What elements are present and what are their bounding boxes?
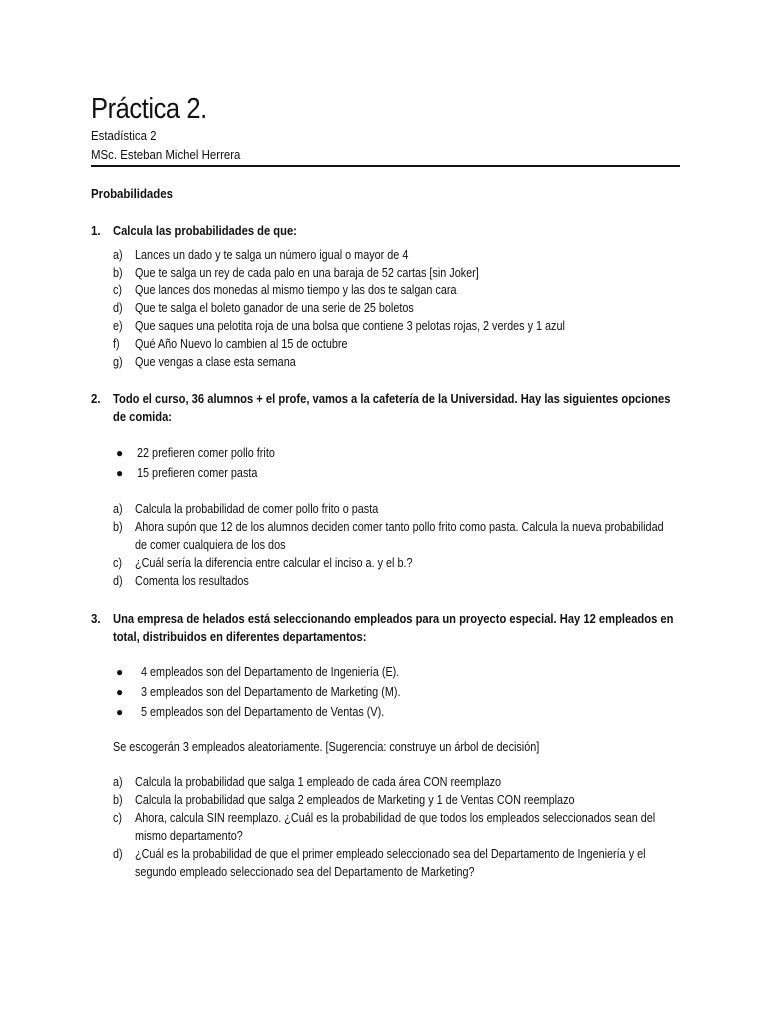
section-title: Probabilidades [91,186,174,201]
bullet-icon: ● [116,685,124,699]
q3-bullet-text: 4 empleados son del Departamento de Ingeniería (E). [141,665,400,679]
q3-item-text: Calcula la probabilidad que salga 1 empleado de cada área CON reemplazo [135,775,502,789]
q2-item-label: a) [113,502,123,516]
bullet-icon: ● [116,665,124,679]
q2-item-label: b) [113,520,123,534]
q2-item-text: Ahora supón que 12 de los alumnos deciden comer tanto pollo frito como pasta. Calcula la nueva probabilidad [135,520,664,534]
question-1-text: Calcula las probabilidades de que: [113,223,297,238]
q3-item-text-cont: mismo departamento? [135,829,243,843]
question-2-text-line2: de comida: [113,409,173,424]
question-3-text-line1: Una empresa de helados está seleccionando empleados para un proyecto especial. Hay 12 empleados en [113,611,674,626]
question-3-number: 3. [91,611,101,626]
question-3-text-line2: total, distribuidos en diferentes departamentos: [113,629,367,644]
q1-item-text: Que lances dos monedas al mismo tiempo y las dos te salgan cara [135,283,457,297]
q3-item-label: a) [113,775,123,789]
q2-item-label: d) [113,574,123,588]
q3-item-text: Calcula la probabilidad que salga 2 empleados de Marketing y 1 de Ventas CON reemplazo [135,793,575,807]
q3-item-label: b) [113,793,123,807]
q1-item-label: g) [113,355,123,369]
q1-item-label: f) [113,337,120,351]
q2-item-label: c) [113,556,123,570]
q1-item-label: d) [113,301,123,315]
q2-item-text: Calcula la probabilidad de comer pollo frito o pasta [135,502,379,516]
bullet-icon: ● [116,466,124,480]
q1-item-text: Que saques una pelotita roja de una bolsa que contiene 3 pelotas rojas, 2 verdes y 1 azul [135,319,565,333]
q2-bullet-text: 22 prefieren comer pollo frito [137,446,275,460]
q3-item-label: c) [113,811,123,825]
q2-item-text: ¿Cuál sería la diferencia entre calcular el inciso a. y el b.? [135,556,413,570]
q1-item-text: Qué Año Nuevo lo cambien al 15 de octubre [135,337,348,351]
q1-item-label: e) [113,319,123,333]
bullet-icon: ● [116,705,124,719]
q1-item-label: c) [113,283,123,297]
q1-item-text: Que te salga el boleto ganador de una serie de 25 boletos [135,301,414,315]
q2-bullet-text: 15 prefieren comer pasta [137,466,258,480]
q3-bullet-text: 3 empleados son del Departamento de Marketing (M). [141,685,401,699]
page-title: Práctica 2. [91,93,207,125]
question-2-text-line1: Todo el curso, 36 alumnos + el profe, vamos a la cafetería de la Universidad. Hay las siguientes opciones [113,391,671,406]
question-2-number: 2. [91,391,101,406]
q3-item-text-cont: segundo empleado seleccionado sea del Departamento de Marketing? [135,865,475,879]
q1-item-label: b) [113,266,123,280]
q3-item-text: Ahora, calcula SIN reemplazo. ¿Cuál es la probabilidad de que todos los empleados seleccionados sean del [135,811,656,825]
course-name: Estadística 2 [91,128,157,143]
bullet-icon: ● [116,446,124,460]
q1-item-text: Que te salga un rey de cada palo en una baraja de 52 cartas [sin Joker] [135,266,479,280]
q2-item-text-cont: de comer cualquiera de los dos [135,538,286,552]
q1-item-text: Lances un dado y te salga un número igual o mayor de 4 [135,248,409,262]
header-divider [91,165,680,167]
q1-item-label: a) [113,248,123,262]
q3-note: Se escogerán 3 empleados aleatoriamente. [Sugerencia: construye un árbol de decisión] [113,740,540,754]
q3-item-text: ¿Cuál es la probabilidad de que el primer empleado seleccionado sea del Departamento de Ingeniería y el [135,847,646,861]
teacher-name: MSc. Esteban Michel Herrera [91,147,241,162]
q1-item-text: Que vengas a clase esta semana [135,355,296,369]
q3-item-label: d) [113,847,123,861]
q3-bullet-text: 5 empleados son del Departamento de Ventas (V). [141,705,385,719]
question-1-number: 1. [91,223,101,238]
q2-item-text: Comenta los resultados [135,574,249,588]
